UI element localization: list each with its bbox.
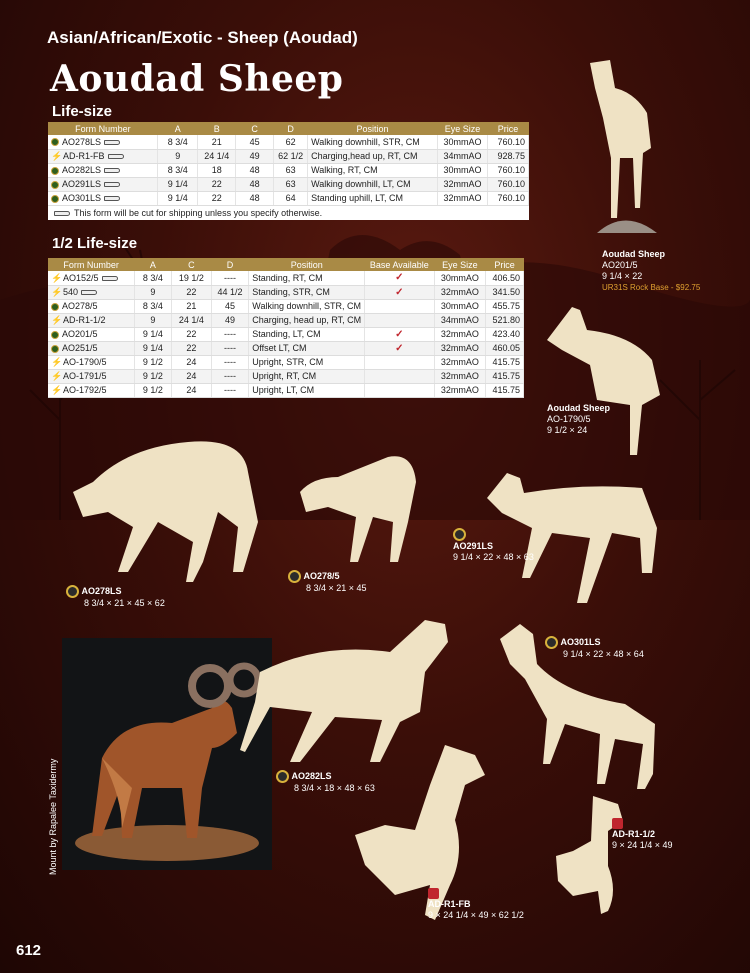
table-cell: 22 xyxy=(198,191,236,205)
table-cell: Walking downhill, STR, CM xyxy=(249,299,365,313)
table-cell: 423.40 xyxy=(486,327,524,341)
gold-seal-icon xyxy=(51,181,59,189)
table-row xyxy=(48,271,524,285)
form-number: AO278/5 xyxy=(62,301,98,311)
form-number: AD-R1-FB xyxy=(63,150,105,161)
table-cell: 415.75 xyxy=(486,383,524,397)
table-row xyxy=(48,299,524,313)
cut-saw-icon xyxy=(104,168,120,173)
table-cell: 8 3/4 xyxy=(134,271,171,285)
red-mark-icon: ⚡ xyxy=(51,272,63,283)
caption-form: AO291LS xyxy=(453,541,494,551)
table-cell: ---- xyxy=(211,271,249,285)
table-cell: 24 xyxy=(172,383,212,397)
caption-form: AO278LS xyxy=(81,585,122,596)
table-cell: 22 xyxy=(172,341,212,355)
table-cell xyxy=(365,369,434,383)
table-cell: 32mmAO xyxy=(434,369,486,383)
table-cell: 49 xyxy=(236,149,274,163)
gold-seal-icon xyxy=(51,303,59,311)
form-number: AO-1791/5 xyxy=(63,370,107,381)
col-header: C xyxy=(172,258,212,271)
form-number-cell xyxy=(48,369,134,383)
table-cell: 19 1/2 xyxy=(172,271,212,285)
table-cell: 24 1/4 xyxy=(172,313,212,327)
caption-ao201-5 xyxy=(602,249,700,293)
caption-dims: 9 1/4 × 22 xyxy=(602,271,643,281)
table-cell: 63 xyxy=(274,163,308,177)
caption-extra: UR31S Rock Base - $92.75 xyxy=(602,283,701,292)
table-cell: 30mmAO xyxy=(438,163,488,177)
caption-ad-r1-half xyxy=(612,818,673,851)
caption-form: AO-1790/5 xyxy=(547,414,591,424)
red-mark-icon: ⚡ xyxy=(51,371,63,382)
gold-seal-icon xyxy=(51,167,59,175)
page-number: 612 xyxy=(16,942,42,959)
form-number-cell xyxy=(48,355,134,369)
gold-seal-icon xyxy=(288,570,301,583)
life-size-table-wrap xyxy=(48,122,529,220)
table-cell: 34mmAO xyxy=(438,149,488,163)
gold-seal-icon xyxy=(453,528,466,541)
form-number: AO201/5 xyxy=(62,329,98,339)
table-cell: 22 xyxy=(172,285,212,299)
ao278ls-form-image xyxy=(68,432,268,592)
table-cell: 32mmAO xyxy=(434,285,486,299)
gold-seal-icon xyxy=(66,585,79,598)
cut-saw-icon xyxy=(54,211,70,216)
table-cell: ---- xyxy=(211,369,249,383)
table-cell: 760.10 xyxy=(487,135,528,149)
table-cell xyxy=(365,299,434,313)
table-row xyxy=(48,341,524,355)
red-mark-icon xyxy=(428,888,439,899)
table-row xyxy=(48,327,524,341)
page-title: Aoudad Sheep xyxy=(50,58,344,100)
caption-form: AD-R1-FB xyxy=(428,899,471,910)
table-cell: 9 1/2 xyxy=(134,383,171,397)
caption-ao1790-5 xyxy=(547,403,610,436)
gold-seal-icon xyxy=(545,636,558,649)
caption-form: AD-R1-1/2 xyxy=(612,829,656,840)
half-size-table xyxy=(48,258,524,398)
cut-note-text: This form will be cut for shipping unless you specify otherwise. xyxy=(74,207,323,218)
col-header: A xyxy=(158,122,198,135)
table-cell: 34mmAO xyxy=(434,313,486,327)
table-header-row xyxy=(48,258,524,271)
table-cell: 44 1/2 xyxy=(211,285,249,299)
table-cell: 45 xyxy=(211,299,249,313)
form-number: AO-1792/5 xyxy=(63,384,107,395)
ao1790-5-form-image xyxy=(542,305,672,465)
table-cell: 62 1/2 xyxy=(274,149,308,163)
table-cell: Standing, LT, CM xyxy=(249,327,365,341)
table-cell: 45 xyxy=(236,135,274,149)
table-row xyxy=(48,135,529,149)
table-row xyxy=(48,355,524,369)
table-cell: ---- xyxy=(211,383,249,397)
table-cell: 32mmAO xyxy=(434,341,486,355)
table-cell: 415.75 xyxy=(486,355,524,369)
table-row xyxy=(48,163,529,177)
table-cell xyxy=(365,383,434,397)
table-cell: Offset LT, CM xyxy=(249,341,365,355)
table-cell: Upright, STR, CM xyxy=(249,355,365,369)
caption-dims: 8 3/4 × 21 × 45 xyxy=(306,583,367,593)
cut-saw-icon xyxy=(104,140,120,145)
cut-note xyxy=(48,206,529,220)
table-cell: ✓ xyxy=(365,271,434,285)
table-cell: 32mmAO xyxy=(438,191,488,205)
form-number-cell xyxy=(48,149,158,163)
caption-name: Aoudad Sheep xyxy=(547,403,611,413)
table-cell: ---- xyxy=(211,327,249,341)
photo-credit: Mount by Rapalee Taxidermy xyxy=(48,758,58,875)
form-number: AO291LS xyxy=(62,179,102,189)
table-cell: 32mmAO xyxy=(438,177,488,191)
table-cell: ✓ xyxy=(365,341,434,355)
form-number: AD-R1-1/2 xyxy=(63,314,106,325)
table-cell: 64 xyxy=(274,191,308,205)
table-cell: Charging, head up, RT, CM xyxy=(249,313,365,327)
col-header: D xyxy=(211,258,249,271)
table-cell: 32mmAO xyxy=(434,327,486,341)
table-header-row xyxy=(48,122,529,135)
table-cell: 48 xyxy=(236,177,274,191)
table-cell: Walking downhill, LT, CM xyxy=(308,177,438,191)
cut-saw-icon xyxy=(81,290,97,295)
caption-dims: 9 × 24 1/4 × 49 xyxy=(612,840,673,851)
ao278-5-form-image xyxy=(298,452,423,567)
table-cell: 760.10 xyxy=(487,163,528,177)
table-cell xyxy=(365,355,434,369)
table-cell: 30mmAO xyxy=(438,135,488,149)
col-header: Form Number xyxy=(48,122,158,135)
form-number: AO251/5 xyxy=(62,343,98,353)
table-cell: 21 xyxy=(198,135,236,149)
red-mark-icon xyxy=(612,818,623,829)
table-cell: 9 1/4 xyxy=(134,327,171,341)
col-header: Eye Size xyxy=(434,258,486,271)
table-cell: Upright, RT, CM xyxy=(249,369,365,383)
table-cell: 63 xyxy=(274,177,308,191)
col-header: D xyxy=(274,122,308,135)
table-cell: 9 xyxy=(134,285,171,299)
caption-ao301ls xyxy=(545,636,644,660)
table-cell: 48 xyxy=(236,191,274,205)
table-cell: 8 3/4 xyxy=(134,299,171,313)
table-cell: 22 xyxy=(172,327,212,341)
cut-saw-icon xyxy=(104,196,120,201)
col-header: Position xyxy=(308,122,438,135)
table-cell: Upright, LT, CM xyxy=(249,383,365,397)
form-number-cell xyxy=(48,299,134,313)
form-number-cell xyxy=(48,327,134,341)
table-cell: 21 xyxy=(172,299,212,313)
form-number: AO278LS xyxy=(62,136,102,147)
caption-ao278ls xyxy=(66,585,165,609)
table-cell: ✓ xyxy=(365,285,434,299)
table-cell xyxy=(365,313,434,327)
col-header: Base Available xyxy=(365,258,434,271)
table-cell: ---- xyxy=(211,341,249,355)
table-cell: 415.75 xyxy=(486,369,524,383)
table-cell: 928.75 xyxy=(487,149,528,163)
col-header: Form Number xyxy=(48,258,134,271)
form-number-cell xyxy=(48,135,158,149)
table-cell: 18 xyxy=(198,163,236,177)
half-size-table-wrap xyxy=(48,258,524,398)
form-number: AO301LS xyxy=(62,193,102,203)
table-cell: 48 xyxy=(236,163,274,177)
table-cell: 760.10 xyxy=(487,177,528,191)
table-cell: 32mmAO xyxy=(434,355,486,369)
form-number-cell xyxy=(48,341,134,355)
half-size-heading: 1/2 Life-size xyxy=(52,235,138,252)
caption-dims: 9 × 24 1/4 × 49 × 62 1/2 xyxy=(428,910,524,921)
table-cell: 8 3/4 xyxy=(158,163,198,177)
table-cell: 8 3/4 xyxy=(158,135,198,149)
form-number: 540 xyxy=(63,286,79,297)
caption-form: AO201/5 xyxy=(602,260,638,270)
table-row xyxy=(48,313,524,327)
table-cell: Walking downhill, STR, CM xyxy=(308,135,438,149)
form-number: AO282LS xyxy=(62,165,102,175)
table-cell: 521.80 xyxy=(486,313,524,327)
red-mark-icon: ⚡ xyxy=(51,385,63,396)
caption-ao291ls xyxy=(453,528,534,563)
caption-dims: 8 3/4 × 21 × 45 × 62 xyxy=(84,598,165,608)
col-header: A xyxy=(134,258,171,271)
caption-dims: 9 1/4 × 22 × 48 × 63 xyxy=(453,552,534,562)
ad-r1-half-form-image xyxy=(553,796,633,921)
red-mark-icon: ⚡ xyxy=(51,287,63,298)
table-cell: 341.50 xyxy=(486,285,524,299)
table-cell: 760.10 xyxy=(487,191,528,205)
form-number: AO152/5 xyxy=(63,272,99,283)
col-header: Eye Size xyxy=(438,122,488,135)
table-cell: ---- xyxy=(211,355,249,369)
red-mark-icon: ⚡ xyxy=(51,151,63,162)
table-cell: Standing, RT, CM xyxy=(249,271,365,285)
table-cell: 9 1/4 xyxy=(158,191,198,205)
caption-form: AO301LS xyxy=(560,636,601,647)
table-cell: ✓ xyxy=(365,327,434,341)
col-header: B xyxy=(198,122,236,135)
caption-ao278-5 xyxy=(288,570,367,594)
life-size-body xyxy=(48,135,529,205)
table-cell: 32mmAO xyxy=(434,383,486,397)
form-number-cell xyxy=(48,383,134,397)
cut-saw-icon xyxy=(108,154,124,159)
caption-dims: 9 1/2 × 24 xyxy=(547,425,588,435)
form-number-cell xyxy=(48,285,134,299)
form-number-cell xyxy=(48,177,158,191)
table-cell: 9 1/2 xyxy=(134,369,171,383)
half-size-body xyxy=(48,271,524,397)
gold-seal-icon xyxy=(51,345,59,353)
table-row xyxy=(48,149,529,163)
col-header: Price xyxy=(487,122,528,135)
life-size-table xyxy=(48,122,529,206)
gold-seal-icon xyxy=(51,195,59,203)
table-cell: 9 xyxy=(134,313,171,327)
table-cell: Charging,head up, RT, CM xyxy=(308,149,438,163)
table-cell: 9 1/4 xyxy=(158,177,198,191)
col-header: Position xyxy=(249,258,365,271)
table-cell: Standing, STR, CM xyxy=(249,285,365,299)
table-row xyxy=(48,177,529,191)
table-row xyxy=(48,369,524,383)
table-cell: 460.05 xyxy=(486,341,524,355)
table-cell: 62 xyxy=(274,135,308,149)
red-mark-icon: ⚡ xyxy=(51,357,63,368)
gold-seal-icon xyxy=(276,770,289,783)
table-cell: 9 xyxy=(158,149,198,163)
table-row xyxy=(48,383,524,397)
table-cell: 9 1/2 xyxy=(134,355,171,369)
caption-form: AO282LS xyxy=(291,770,332,781)
table-cell: Standing uphill, LT, CM xyxy=(308,191,438,205)
gold-seal-icon xyxy=(51,138,59,146)
caption-name: Aoudad Sheep xyxy=(602,249,666,259)
table-cell: Walking, RT, CM xyxy=(308,163,438,177)
caption-form: AO278/5 xyxy=(303,570,340,581)
table-cell: 22 xyxy=(198,177,236,191)
caption-dims: 9 1/4 × 22 × 48 × 64 xyxy=(563,649,644,659)
col-header: C xyxy=(236,122,274,135)
table-row xyxy=(48,285,524,299)
table-cell: 24 1/4 xyxy=(198,149,236,163)
form-number-cell xyxy=(48,271,134,285)
cut-saw-icon xyxy=(104,182,120,187)
form-number-cell xyxy=(48,163,158,177)
gold-seal-icon xyxy=(51,331,59,339)
table-row xyxy=(48,191,529,205)
table-cell: 30mmAO xyxy=(434,299,486,313)
table-cell: 24 xyxy=(172,355,212,369)
table-cell: 406.50 xyxy=(486,271,524,285)
caption-ad-r1-fb xyxy=(428,888,524,921)
caption-dims: 8 3/4 × 18 × 48 × 63 xyxy=(294,783,375,793)
col-header: Price xyxy=(486,258,524,271)
table-cell: 30mmAO xyxy=(434,271,486,285)
cut-saw-icon xyxy=(102,276,118,281)
table-cell: 49 xyxy=(211,313,249,327)
form-number: AO-1790/5 xyxy=(63,356,107,367)
table-cell: 24 xyxy=(172,369,212,383)
ao201-5-form-image xyxy=(585,58,665,238)
life-size-heading: Life-size xyxy=(52,103,113,120)
table-cell: 9 1/4 xyxy=(134,341,171,355)
table-cell: 455.75 xyxy=(486,299,524,313)
section-header: Asian/African/Exotic - Sheep (Aoudad) xyxy=(47,28,358,47)
form-number-cell xyxy=(48,313,134,327)
form-number-cell xyxy=(48,191,158,205)
red-mark-icon: ⚡ xyxy=(51,315,63,326)
